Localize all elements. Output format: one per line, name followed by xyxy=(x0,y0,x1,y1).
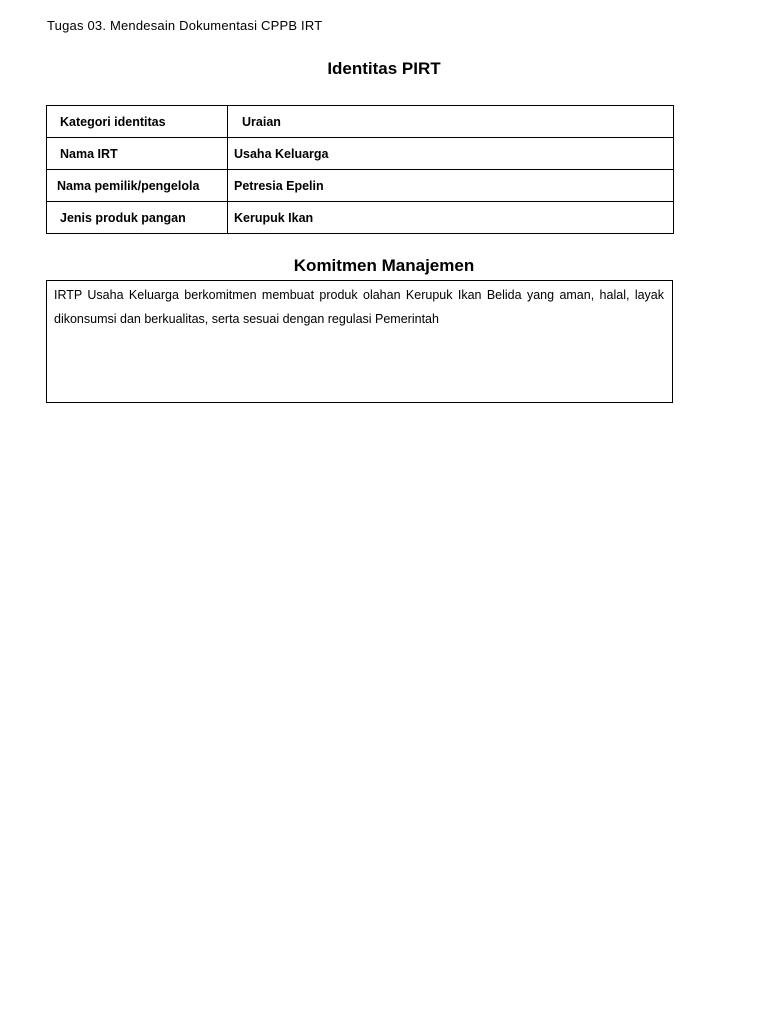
row-category-jenis-produk: Jenis produk pangan xyxy=(47,202,228,234)
document-header-note: Tugas 03. Mendesain Dokumentasi CPPB IRT xyxy=(47,18,323,33)
column-header-kategori: Kategori identitas xyxy=(47,106,228,138)
row-value-nama-irt: Usaha Keluarga xyxy=(228,138,674,170)
row-category-nama-irt: Nama IRT xyxy=(47,138,228,170)
column-header-uraian: Uraian xyxy=(228,106,674,138)
table-header-row xyxy=(47,106,674,138)
table-row xyxy=(47,138,674,170)
row-value-jenis-produk: Kerupuk Ikan xyxy=(228,202,674,234)
komitmen-title: Komitmen Manajemen xyxy=(293,256,475,275)
komitmen-text-box: IRTP Usaha Keluarga berkomitmen membuat produk olahan Kerupuk Ikan Belida yang aman, halal, layak dikonsumsi dan berkualitas, serta sesuai dengan regulasi Pemerintah xyxy=(46,280,673,403)
table-row xyxy=(47,170,674,202)
identitas-title: Identitas PIRT xyxy=(327,59,441,78)
table-row xyxy=(47,202,674,234)
row-category-nama-pemilik: Nama pemilik/pengelola xyxy=(47,170,228,202)
identitas-table xyxy=(46,105,674,234)
row-value-nama-pemilik: Petresia Epelin xyxy=(228,170,674,202)
